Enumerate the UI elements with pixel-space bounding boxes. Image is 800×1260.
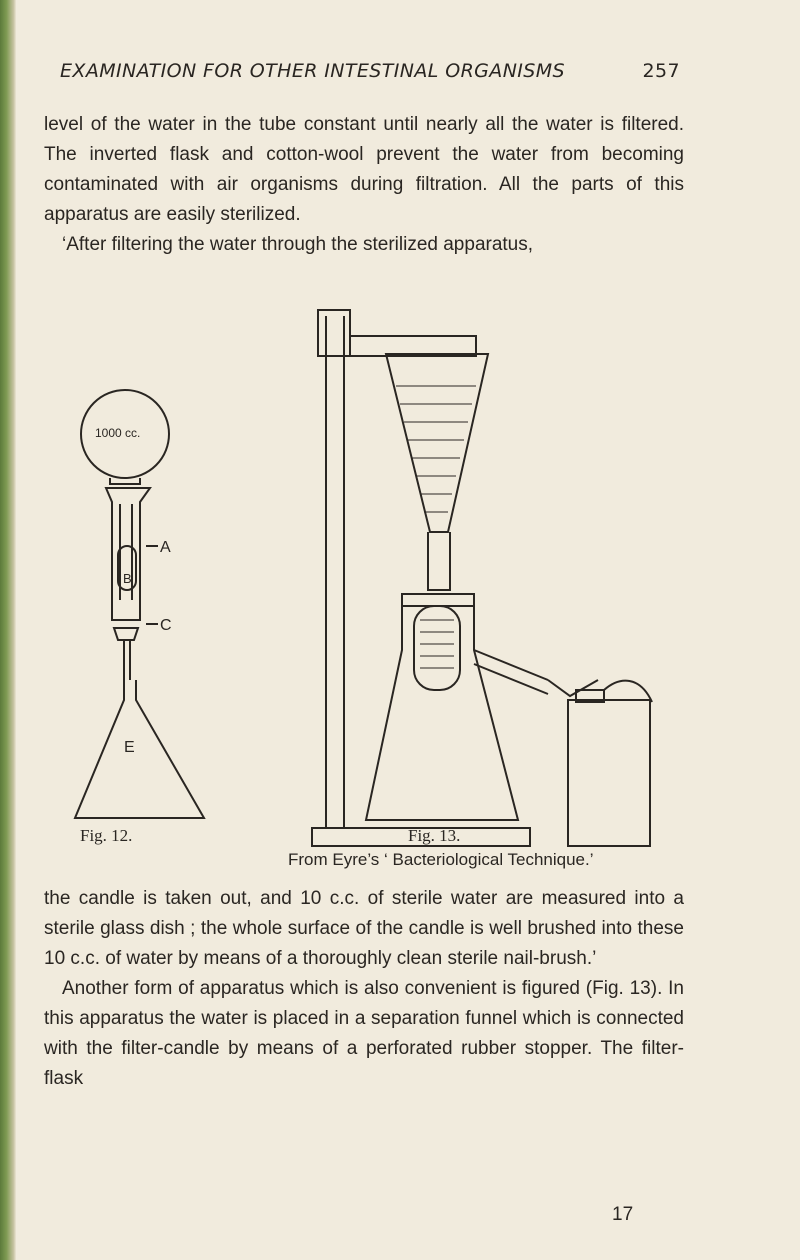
- separation-funnel: [386, 354, 488, 532]
- body-text-bottom: [44, 884, 684, 1094]
- label-e: E: [124, 739, 135, 756]
- retort-rod: [326, 316, 344, 828]
- fig12-apparatus: [75, 390, 204, 818]
- paragraph: level of the water in the tube constant until nearly all the water is filtered. The inverted flask and cotton-wool prevent the water from becoming contaminated with air organisms during filtration. All the parts of this apparatus are easily sterilized.: [44, 114, 684, 225]
- funnel-water-lines: [396, 386, 476, 512]
- label-b: B: [123, 571, 132, 586]
- stem: [124, 640, 130, 680]
- stopcock: [428, 532, 450, 590]
- signature-mark: 17: [612, 1204, 634, 1225]
- fig13-credit: From Eyre’s ‘ Bacteriological Technique.’: [288, 850, 594, 869]
- bottle-tube: [604, 681, 652, 702]
- aspirator-bottle: [568, 700, 650, 846]
- fig12-caption: Fig. 12.: [80, 826, 133, 845]
- running-title: EXAMINATION FOR OTHER INTESTINAL ORGANISMS: [60, 60, 566, 82]
- paragraph: the candle is taken out, and 10 c.c. of sterile water are measured into a sterile glass dish ; the whole surface of the candle is well brushed into these 10 c.c. of water by means of a thoroughly clean sterile nail-brush.’: [44, 888, 684, 969]
- label-a: A: [160, 539, 171, 556]
- paragraph: ‘After filtering the water through the sterilized apparatus,: [62, 234, 534, 255]
- label-c: C: [160, 617, 172, 634]
- filter-tube: [106, 488, 150, 620]
- rubber-stopper: [402, 594, 474, 606]
- flask-label: 1000 cc.: [95, 426, 141, 440]
- candle-lines: [420, 620, 454, 668]
- paragraph: Another form of apparatus which is also convenient is figured (Fig. 13). In this apparatus the water is placed in a separation funnel which is connected with the filter-candle by means of a perforated rubber stopper. The filter-flask: [44, 978, 684, 1089]
- page-number: 257: [642, 60, 680, 82]
- fig13-caption: Fig. 13.: [408, 826, 461, 845]
- tubing: [548, 680, 598, 696]
- filter-flask: [366, 606, 518, 820]
- fig12-labels: [95, 426, 172, 756]
- side-arm: [474, 650, 548, 694]
- filter-flask-e: [75, 680, 204, 818]
- clamp: [318, 310, 350, 356]
- filter-candle: [414, 606, 460, 690]
- fig13-apparatus: [312, 310, 652, 846]
- stopper: [114, 628, 138, 640]
